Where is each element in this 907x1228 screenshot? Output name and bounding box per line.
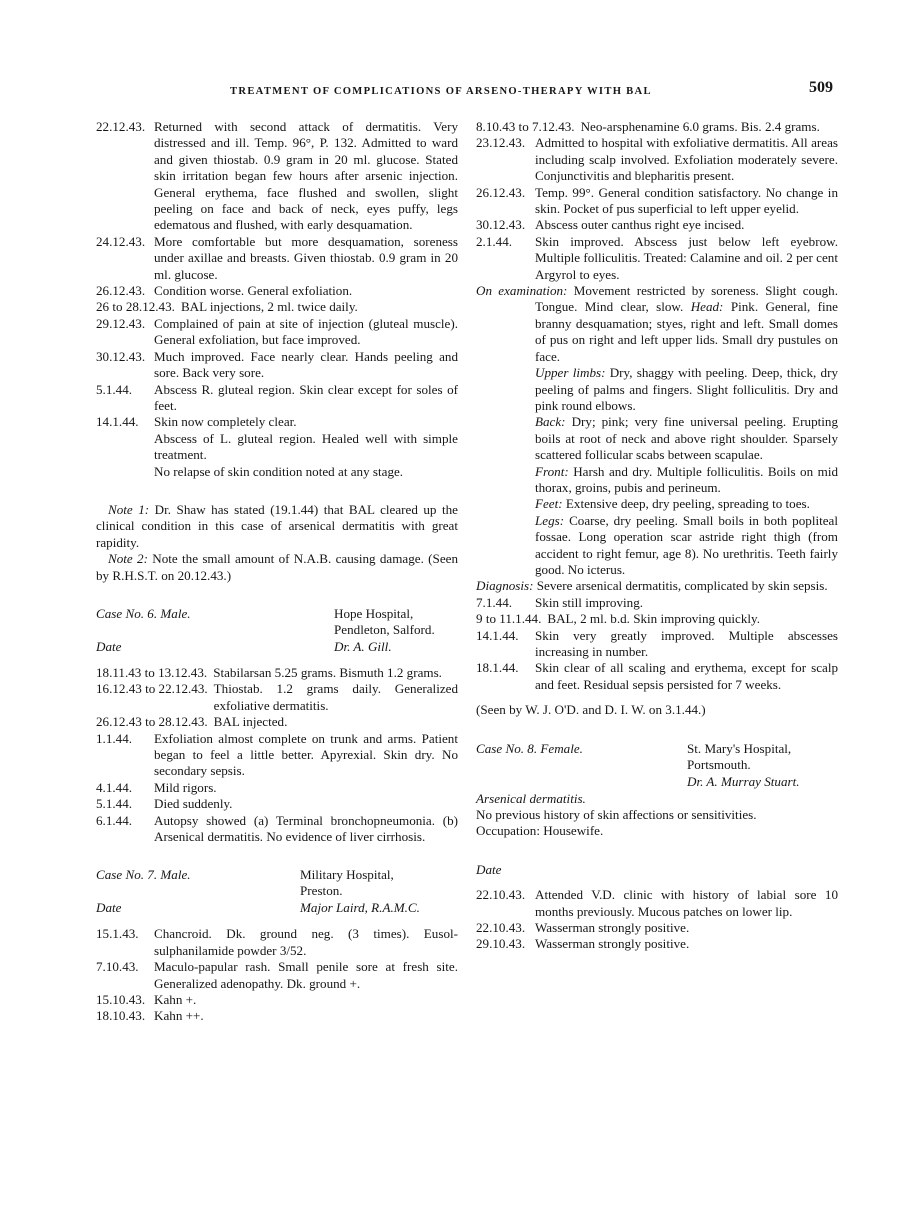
entry-text: Kahn +. — [154, 992, 197, 1008]
finding-label: Upper limbs: — [535, 365, 606, 381]
entry-date: 7.1.44. — [476, 594, 513, 610]
entry-date: 6.1.44. — [96, 812, 133, 828]
entry-text: Complained of pain at site of injection (gluteal muscle). General exfoliation, but face improved. — [154, 315, 458, 348]
entry-text: Chancroid. Dk. ground neg. (3 times). Eusol-sulphanilamide powder 3/52. — [154, 926, 458, 958]
case-entry — [476, 234, 838, 283]
exam-text: Movement restricted by soreness. Slight cough. Tongue. Mind clear, slow. — [535, 283, 838, 315]
entry-text: Thiostab. 1.2 grams daily. Generalized exfoliative dermatitis. — [213, 681, 458, 713]
case-label: Case No. 7. Male. — [96, 867, 191, 883]
diagnosis — [476, 578, 838, 594]
case7-entries — [96, 926, 458, 1024]
case-entry — [96, 349, 458, 382]
doctor-name: Dr. A. Gill. — [334, 638, 392, 654]
case-entry — [96, 926, 458, 959]
case-entry — [96, 959, 458, 992]
case7-followup-entries — [476, 595, 838, 693]
entry-date: 8.10.43 to 7.12.43. — [476, 119, 575, 134]
entry-date: 18.1.44. — [476, 660, 519, 676]
case-entry — [96, 992, 458, 1008]
case6-header — [96, 606, 458, 656]
entry-text: Skin improved. Abscess just below left eyebrow. Multiple folliculitis. Treated: Calamine and oil. 2 per cent Argyrol to eyes. — [535, 233, 838, 282]
case-entry — [96, 234, 458, 283]
case-entry — [476, 660, 838, 693]
back-finding — [476, 414, 838, 463]
case-entry — [476, 595, 838, 611]
case-entry — [96, 283, 458, 299]
finding-text: Dry, shaggy with peeling. Deep, thick, dry peeling of palms and fingers. Slight folliculitis. Dry and pink round elbows. — [535, 365, 839, 413]
case-entry — [476, 217, 838, 233]
hospital-location: Portsmouth. — [687, 756, 751, 772]
legs-finding — [476, 513, 838, 579]
case-label: Case No. 8. Female. — [476, 740, 583, 756]
diagnosis-text: Severe arsenical dermatitis, complicated by skin sepsis. — [536, 578, 828, 594]
note-1 — [96, 502, 458, 551]
note-label: Note 1: — [108, 501, 150, 517]
case-entry — [96, 731, 458, 780]
entry-text: Autopsy showed (a) Terminal bronchopneumonia. (b) Arsenical dermatitis. No evidence of liver cirrhosis. — [154, 812, 458, 845]
date-label: Date — [476, 861, 502, 877]
case6-entries — [96, 665, 458, 845]
entry-text: Admitted to hospital with exfoliative dermatitis. All areas including scalp involved. Exfoliation moderately severe. Conjunctivitis and blepharitis present. — [535, 135, 838, 184]
entry-date: 2.1.44. — [476, 233, 513, 249]
case8-history: No previous history of skin affections or sensitivities. — [476, 807, 757, 823]
diagnosis-label: Diagnosis: — [476, 578, 534, 594]
case7-header — [96, 867, 458, 917]
entry-text: Skin very greatly improved. Multiple abscesses increasing in number. — [535, 627, 838, 659]
entry-continuation: Abscess of L. gluteal region. Healed well with simple treatment. — [154, 430, 458, 463]
entry-text: Temp. 99°. General condition satisfactory. No change in skin. Pocket of pus superficial to left upper eyelid. — [535, 184, 838, 217]
note-text: Note the small amount of N.A.B. causing damage. (Seen by R.H.S.T. on 20.12.43.) — [96, 551, 458, 583]
case-entry — [96, 796, 458, 812]
entry-date: 29.10.43. — [476, 936, 526, 952]
case8-header — [476, 741, 838, 791]
finding-text: Extensive deep, dry peeling, spreading to toes. — [565, 496, 810, 512]
case-entry — [96, 813, 458, 846]
entry-date: 18.10.43. — [96, 1008, 146, 1024]
entry-date: 26.12.43 to 28.12.43. — [96, 714, 208, 730]
entry-date: 22.10.43. — [476, 887, 526, 903]
entry-text: Wasserman strongly positive. — [535, 920, 690, 936]
case8-diagnosis: Arsenical dermatitis. — [476, 790, 586, 806]
case-entry — [96, 780, 458, 796]
note-text: Dr. Shaw has stated (19.1.44) that BAL cleared up the clinical condition in this case of arsenical dermatitis with great rapidity. — [96, 501, 458, 550]
case-entry — [476, 628, 838, 661]
date-label: Date — [96, 900, 122, 916]
entry-text: Exfoliation almost complete on trunk and arms. Patient began to feel a little better. Apyrexial. Skin dry. No secondary sepsis. — [154, 730, 458, 779]
entry-date: 5.1.44. — [96, 381, 133, 397]
case-entry — [476, 887, 838, 920]
entry-text: Stabilarsan 5.25 grams. Bismuth 1.2 grams. — [213, 664, 442, 680]
entry-date: 22.10.43. — [476, 920, 526, 936]
date-label: Date — [96, 638, 122, 654]
entry-date: 26.12.43. — [476, 184, 526, 200]
case7-continued-entries — [476, 119, 838, 283]
case-entry — [476, 936, 838, 952]
finding-text: Coarse, dry peeling. Small boils in both popliteal fossae. Long operation scar astride right thigh (from accident to right femur, age 8). No urethritis. Teeth fairly good. No icterus. — [535, 512, 838, 577]
head-text: Pink. General, fine branny desquamation; styes, right and left. Small domes of pus on right and left upper lids. Small dry pustules on face. — [535, 299, 838, 364]
exam-label: On examination: — [476, 283, 568, 299]
entry-date: 14.1.44. — [476, 627, 519, 643]
entry-text: Mild rigors. — [154, 779, 217, 795]
case-entry — [476, 119, 838, 135]
entry-text: BAL injected. — [213, 714, 288, 730]
upper-limbs-finding — [476, 365, 838, 414]
entry-text: Abscess outer canthus right eye incised. — [535, 217, 745, 233]
case-entry — [96, 714, 458, 730]
entry-text: Skin now completely clear. — [154, 414, 297, 430]
entry-date: 15.1.43. — [96, 926, 139, 942]
case5-entries — [96, 119, 458, 480]
entry-text: Kahn ++. — [154, 1008, 204, 1024]
entry-date: 26.12.43. — [96, 283, 146, 299]
entry-text: Much improved. Face nearly clear. Hands peeling and sore. Back very sore. — [154, 348, 458, 381]
running-title: TREATMENT OF COMPLICATIONS OF ARSENO-THERAPY WITH BAL — [230, 86, 652, 97]
entry-text: More comfortable but more desquamation, soreness under axillae and breasts. Given thiostab. 0.9 gram in 20 ml. glucose. — [154, 233, 458, 282]
entry-text: Condition worse. General exfoliation. — [154, 283, 353, 299]
doctor-name: Dr. A. Murray Stuart. — [687, 773, 800, 789]
front-finding — [476, 464, 838, 497]
examination-intro — [476, 283, 838, 365]
entry-text: Maculo-papular rash. Small penile sore at fresh site. Generalized adenopathy. Dk. ground +. — [154, 959, 458, 991]
entry-continuation: No relapse of skin condition noted at any stage. — [154, 463, 404, 479]
entry-text: Returned with second attack of dermatitis. Very distressed and ill. Temp. 96°, P. 132. Admitted to ward and given thiostab. 0.9 gram in 20 ml. glucose. Stated skin irritation began few hours after arsenic injection. General erythema, face flushed and swollen, slight peeling on face and back of neck, eyes puffy, legs edematous and flushed, with early desquamation. — [154, 119, 458, 233]
entry-date: 9 to 11.1.44. — [476, 611, 542, 627]
hospital-location: Pendleton, Salford. — [334, 621, 435, 637]
entry-date: 7.10.43. — [96, 959, 139, 975]
entry-text: BAL, 2 ml. b.d. Skin improving quickly. — [547, 611, 761, 627]
entry-date: 1.1.44. — [96, 730, 133, 746]
head-label: Head: — [690, 299, 724, 315]
entry-date: 14.1.44. — [96, 414, 139, 430]
case-entry — [96, 681, 458, 714]
finding-label: Feet: — [535, 496, 563, 512]
feet-finding — [476, 496, 838, 512]
case-entry — [96, 665, 458, 681]
hospital-location: Preston. — [300, 883, 343, 899]
hospital-name: Hope Hospital, — [334, 605, 414, 621]
entry-date: 23.12.43. — [476, 135, 526, 151]
case-entry — [96, 299, 458, 315]
note-label: Note 2: — [108, 551, 148, 567]
case-entry — [476, 135, 838, 184]
entry-date: 4.1.44. — [96, 779, 133, 795]
doctor-name: Major Laird, R.A.M.C. — [300, 900, 420, 916]
entry-date: 16.12.43 to 22.12.43. — [96, 681, 208, 697]
finding-text: Harsh and dry. Multiple folliculitis. Boils on mid thorax, groins, pubis and perineum. — [535, 463, 839, 495]
entry-date: 15.10.43. — [96, 992, 146, 1008]
entry-date: 26 to 28.12.43. — [96, 299, 175, 315]
note-2 — [96, 551, 458, 584]
finding-text: Dry; pink; very fine universal peeling. Erupting boils at root of neck and above right shoulder. Sparsely scattered follicular scabs between scapulae. — [535, 414, 838, 463]
page-header — [0, 80, 907, 102]
case-entry — [96, 1008, 458, 1024]
case-entry — [96, 316, 458, 349]
case-entry — [96, 414, 458, 430]
case-entry — [476, 185, 838, 218]
entry-date: 29.12.43. — [96, 315, 146, 331]
examination-section — [476, 283, 838, 578]
entry-date: 30.12.43. — [476, 217, 526, 233]
finding-label: Legs: — [535, 512, 565, 528]
finding-label: Front: — [535, 463, 569, 479]
entry-date: 24.12.43. — [96, 233, 146, 249]
entry-date: 30.12.43. — [96, 348, 146, 364]
finding-label: Back: — [535, 414, 566, 430]
hospital-name: St. Mary's Hospital, — [687, 740, 792, 756]
right-column — [476, 119, 838, 953]
entry-text: Skin still improving. — [535, 594, 644, 610]
entry-text: Abscess R. gluteal region. Skin clear except for soles of feet. — [154, 381, 458, 413]
case-entry — [96, 119, 458, 234]
case-entry — [96, 382, 458, 415]
entry-text: Wasserman strongly positive. — [535, 936, 690, 952]
entry-text: Attended V.D. clinic with history of labial sore 10 months previously. Mucous patches on lower lip. — [535, 887, 838, 919]
entry-date: 22.12.43. — [96, 119, 146, 134]
case-entry — [476, 920, 838, 936]
case8-occupation: Occupation: Housewife. — [476, 823, 604, 839]
case-entry — [476, 611, 838, 627]
entry-text: Skin clear of all scaling and erythema, except for scalp and feet. Residual sepsis persisted for 7 weeks. — [535, 660, 838, 692]
case-label: Case No. 6. Male. — [96, 605, 191, 621]
hospital-name: Military Hospital, — [300, 867, 394, 883]
entry-text: BAL injections, 2 ml. twice daily. — [180, 299, 358, 315]
entry-text: Neo-arsphenamine 6.0 grams. Bis. 2.4 grams. — [580, 119, 820, 134]
case8-entries — [476, 887, 838, 953]
entry-text: Died suddenly. — [154, 796, 233, 812]
page-number: 509 — [809, 79, 833, 96]
entry-date: 5.1.44. — [96, 796, 133, 812]
entry-date: 18.11.43 to 13.12.43. — [96, 664, 208, 680]
left-column — [96, 119, 458, 1025]
seen-by: (Seen by W. J. O'D. and D. I. W. on 3.1.44.) — [476, 702, 706, 718]
